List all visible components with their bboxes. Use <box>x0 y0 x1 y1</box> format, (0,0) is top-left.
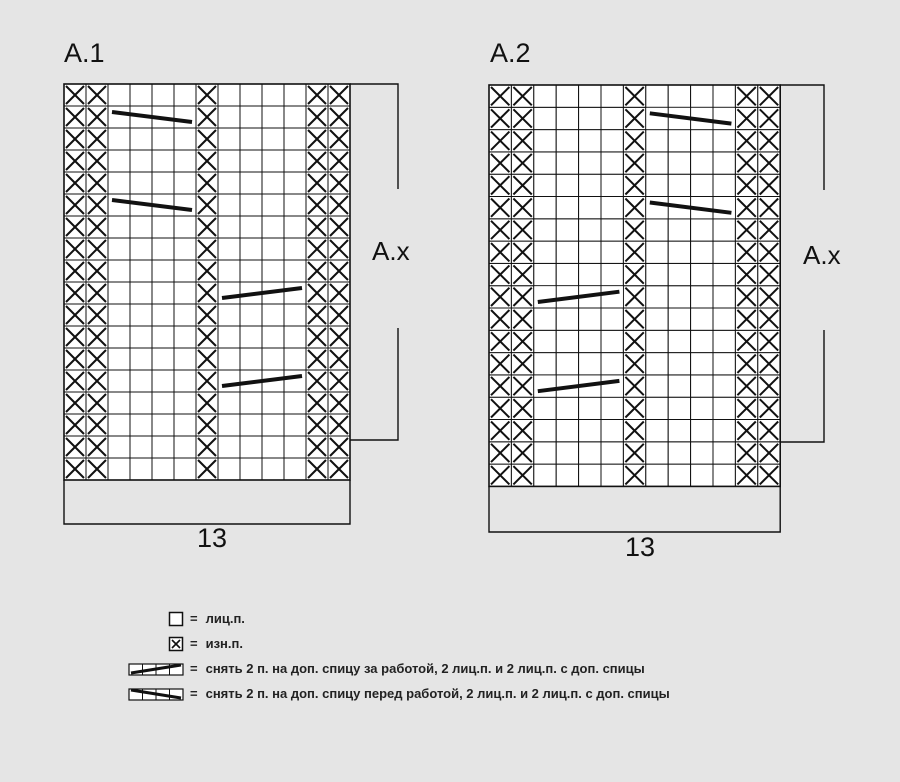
grid-cell <box>668 420 690 442</box>
grid-cell <box>668 219 690 241</box>
grid-cell <box>556 263 578 285</box>
grid-cell <box>108 172 130 194</box>
grid-cell <box>691 330 713 352</box>
grid-cell <box>579 107 601 129</box>
grid-cell <box>579 197 601 219</box>
grid-cell <box>108 238 130 260</box>
grid-cell <box>713 353 735 375</box>
grid-cell <box>646 397 668 419</box>
grid-cell <box>218 392 240 414</box>
grid-cell <box>691 397 713 419</box>
grid-cell <box>130 282 152 304</box>
grid-cell <box>174 392 196 414</box>
grid-cell <box>579 397 601 419</box>
legend-equals: = <box>190 636 198 651</box>
grid-cell <box>240 436 262 458</box>
grid-cell <box>218 172 240 194</box>
grid-cell <box>579 308 601 330</box>
grid-cell <box>284 150 306 172</box>
grid-cell <box>218 326 240 348</box>
grid-cell <box>534 464 556 486</box>
grid-cell <box>218 414 240 436</box>
grid-cell <box>262 348 284 370</box>
grid-cell <box>174 238 196 260</box>
grid-cell <box>240 348 262 370</box>
grid-cell <box>262 458 284 480</box>
grid-cell <box>534 420 556 442</box>
grid-cell <box>601 397 623 419</box>
grid-cell <box>579 152 601 174</box>
grid-cell <box>174 304 196 326</box>
grid-cell <box>174 282 196 304</box>
grid-cell <box>152 436 174 458</box>
grid-cell <box>556 197 578 219</box>
grid-cell <box>601 464 623 486</box>
grid-cell <box>284 106 306 128</box>
grid-cell <box>108 304 130 326</box>
grid-cell <box>601 152 623 174</box>
grid-cell <box>579 130 601 152</box>
grid-cell <box>713 375 735 397</box>
grid-cell <box>218 216 240 238</box>
grid-cell <box>218 458 240 480</box>
grid-cell <box>668 130 690 152</box>
grid-cell <box>601 330 623 352</box>
width-bracket <box>489 486 780 532</box>
grid-cell <box>668 85 690 107</box>
cable-back-icon <box>128 661 184 677</box>
grid-cell <box>601 308 623 330</box>
grid-cell <box>152 304 174 326</box>
grid-cell <box>218 260 240 282</box>
grid-cell <box>108 282 130 304</box>
grid-cell <box>601 442 623 464</box>
grid-cell <box>284 326 306 348</box>
grid-cell <box>601 197 623 219</box>
grid-cell <box>691 375 713 397</box>
grid-cell <box>130 260 152 282</box>
grid-cell <box>218 238 240 260</box>
grid-cell <box>240 326 262 348</box>
grid-cell <box>240 238 262 260</box>
grid-cell <box>262 436 284 458</box>
grid-cell <box>152 370 174 392</box>
grid-cell <box>240 128 262 150</box>
grid-cell <box>601 263 623 285</box>
grid-cell <box>174 458 196 480</box>
grid-cell <box>646 130 668 152</box>
repeat-bracket <box>780 330 824 442</box>
grid-cell <box>240 414 262 436</box>
grid-cell <box>668 330 690 352</box>
knit-square-icon <box>168 611 184 627</box>
grid-cell <box>130 414 152 436</box>
grid-cell <box>108 216 130 238</box>
grid-cell <box>130 458 152 480</box>
grid-cell <box>713 263 735 285</box>
grid-cell <box>108 260 130 282</box>
grid-cell <box>713 85 735 107</box>
grid-cell <box>240 392 262 414</box>
grid-cell <box>534 330 556 352</box>
grid-cell <box>534 263 556 285</box>
grid-cell <box>240 194 262 216</box>
grid-cell <box>556 152 578 174</box>
grid-cell <box>108 128 130 150</box>
grid-cell <box>579 330 601 352</box>
grid-cell <box>240 172 262 194</box>
grid-cell <box>601 420 623 442</box>
grid-cell <box>240 84 262 106</box>
grid-cell <box>579 420 601 442</box>
grid-cell <box>130 128 152 150</box>
grid-cell <box>668 241 690 263</box>
grid-cell <box>691 442 713 464</box>
grid-cell <box>556 353 578 375</box>
grid-cell <box>152 326 174 348</box>
legend-row-knit <box>128 606 670 631</box>
grid-cell <box>174 370 196 392</box>
grid-cell <box>646 464 668 486</box>
grid-cell <box>534 85 556 107</box>
grid-cell <box>534 241 556 263</box>
grid-cell <box>691 353 713 375</box>
grid-cell <box>108 370 130 392</box>
grid-cell <box>556 85 578 107</box>
grid-cell <box>174 128 196 150</box>
grid-cell <box>240 458 262 480</box>
repeat-bracket <box>350 84 398 189</box>
grid-cell <box>284 84 306 106</box>
grid-cell <box>262 84 284 106</box>
grid-cell <box>262 326 284 348</box>
grid-cell <box>534 353 556 375</box>
grid-cell <box>218 348 240 370</box>
grid-cell <box>646 241 668 263</box>
grid-cell <box>713 420 735 442</box>
grid-cell <box>579 464 601 486</box>
grid-cell <box>646 219 668 241</box>
grid-cell <box>556 130 578 152</box>
grid-cell <box>691 152 713 174</box>
grid-cell <box>646 85 668 107</box>
grid-cell <box>601 107 623 129</box>
grid-cell <box>240 260 262 282</box>
grid-cell <box>646 330 668 352</box>
legend-equals: = <box>190 686 198 701</box>
legend-row-purl <box>128 631 670 656</box>
grid-cell <box>130 392 152 414</box>
grid-cell <box>713 152 735 174</box>
grid-cell <box>579 219 601 241</box>
grid-cell <box>579 174 601 196</box>
grid-cell <box>218 436 240 458</box>
grid-cell <box>130 436 152 458</box>
grid-cell <box>579 263 601 285</box>
purl-cross-icon <box>168 636 184 652</box>
grid-cell <box>713 219 735 241</box>
grid-cell <box>556 420 578 442</box>
grid-cell <box>174 84 196 106</box>
chart-a2-width-label: 13 <box>624 532 656 562</box>
grid-cell <box>174 414 196 436</box>
chart-a2-grid <box>489 85 824 532</box>
grid-cell <box>691 219 713 241</box>
grid-cell <box>174 260 196 282</box>
legend-text-cable-back: снять 2 п. на доп. спицу за работой, 2 лиц.п. и 2 лиц.п. с доп. спицы <box>205 661 645 676</box>
grid-cell <box>713 397 735 419</box>
grid-cell <box>556 308 578 330</box>
grid-cell <box>218 106 240 128</box>
grid-cell <box>108 150 130 172</box>
grid-cell <box>601 130 623 152</box>
legend-row-cable-back <box>128 656 670 681</box>
grid-cell <box>174 216 196 238</box>
grid-cell <box>668 308 690 330</box>
grid-cell <box>152 392 174 414</box>
grid-cell <box>218 194 240 216</box>
grid-cell <box>174 436 196 458</box>
legend-text-cable-purl: изн.п. <box>205 636 243 651</box>
grid-cell <box>713 174 735 196</box>
cable-front-icon <box>128 686 184 702</box>
grid-cell <box>108 436 130 458</box>
legend-row-cable-front <box>128 681 670 706</box>
grid-cell <box>579 442 601 464</box>
grid-cell <box>713 286 735 308</box>
grid-cell <box>174 150 196 172</box>
grid-cell <box>262 128 284 150</box>
grid-cell <box>534 107 556 129</box>
grid-cell <box>646 308 668 330</box>
repeat-bracket <box>780 85 824 190</box>
grid-cell <box>601 219 623 241</box>
grid-cell <box>152 216 174 238</box>
grid-cell <box>601 241 623 263</box>
grid-cell <box>108 414 130 436</box>
legend-text-cable-front: снять 2 п. на доп. спицу перед работой, 2 лиц.п. и 2 лиц.п. с доп. спицы <box>205 686 670 701</box>
grid-cell <box>152 150 174 172</box>
grid-cell <box>108 326 130 348</box>
grid-cell <box>240 216 262 238</box>
grid-cell <box>284 392 306 414</box>
grid-cell <box>646 263 668 285</box>
grid-cell <box>556 330 578 352</box>
grid-cell <box>691 174 713 196</box>
grid-cell <box>284 128 306 150</box>
grid-cell <box>152 458 174 480</box>
repeat-bracket <box>350 328 398 440</box>
grid-cell <box>646 353 668 375</box>
legend-text-knit: лиц.п. <box>205 611 245 626</box>
width-bracket <box>64 480 350 524</box>
grid-cell <box>174 348 196 370</box>
grid-cell <box>130 84 152 106</box>
grid-cell <box>534 308 556 330</box>
grid-cell <box>534 130 556 152</box>
grid-cell <box>262 150 284 172</box>
grid-cell <box>534 219 556 241</box>
grid-cell <box>646 152 668 174</box>
grid-cell <box>130 150 152 172</box>
grid-cell <box>646 442 668 464</box>
grid-cell <box>691 464 713 486</box>
grid-cell <box>152 282 174 304</box>
chart-a1-grid <box>64 84 398 524</box>
grid-cell <box>668 286 690 308</box>
legend <box>128 606 670 706</box>
grid-cell <box>691 130 713 152</box>
grid-cell <box>152 348 174 370</box>
grid-cell <box>556 174 578 196</box>
grid-cell <box>534 174 556 196</box>
grid-cell <box>284 304 306 326</box>
grid-cell <box>262 194 284 216</box>
grid-cell <box>240 106 262 128</box>
grid-cell <box>130 216 152 238</box>
grid-cell <box>152 260 174 282</box>
grid-cell <box>284 172 306 194</box>
grid-cell <box>646 420 668 442</box>
grid-cell <box>534 152 556 174</box>
grid-cell <box>284 458 306 480</box>
grid-cell <box>601 353 623 375</box>
grid-cell <box>556 241 578 263</box>
chart-a1-title: A.1 <box>64 38 105 68</box>
chart-a1-repeat-label: A.x <box>372 236 410 266</box>
grid-cell <box>130 370 152 392</box>
grid-cell <box>130 304 152 326</box>
grid-cell <box>152 128 174 150</box>
grid-cell <box>130 326 152 348</box>
grid-cell <box>713 330 735 352</box>
grid-cell <box>556 107 578 129</box>
grid-cell <box>556 397 578 419</box>
grid-cell <box>668 442 690 464</box>
grid-cell <box>152 238 174 260</box>
grid-cell <box>579 241 601 263</box>
grid-cell <box>713 130 735 152</box>
grid-cell <box>262 216 284 238</box>
grid-cell <box>284 216 306 238</box>
grid-cell <box>218 150 240 172</box>
grid-cell <box>691 420 713 442</box>
grid-cell <box>668 263 690 285</box>
grid-cell <box>668 174 690 196</box>
chart-a2-repeat-label: A.x <box>803 240 841 270</box>
grid-cell <box>646 286 668 308</box>
grid-cell <box>668 464 690 486</box>
grid-cell <box>262 392 284 414</box>
grid-cell <box>108 84 130 106</box>
grid-cell <box>668 152 690 174</box>
grid-cell <box>262 238 284 260</box>
grid-cell <box>152 172 174 194</box>
grid-cell <box>130 348 152 370</box>
grid-cell <box>262 172 284 194</box>
grid-cell <box>534 197 556 219</box>
grid-cell <box>691 308 713 330</box>
grid-cell <box>284 436 306 458</box>
grid-cell <box>284 238 306 260</box>
grid-cell <box>713 464 735 486</box>
grid-cell <box>284 260 306 282</box>
grid-cell <box>713 308 735 330</box>
grid-cell <box>691 286 713 308</box>
grid-cell <box>108 348 130 370</box>
grid-cell <box>262 304 284 326</box>
grid-cell <box>152 84 174 106</box>
grid-cell <box>262 106 284 128</box>
grid-cell <box>668 375 690 397</box>
grid-cell <box>556 464 578 486</box>
grid-cell <box>130 238 152 260</box>
grid-cell <box>691 241 713 263</box>
grid-cell <box>240 304 262 326</box>
grid-cell <box>108 392 130 414</box>
chart-a1-width-label: 13 <box>196 523 228 553</box>
grid-cell <box>284 194 306 216</box>
grid-cell <box>556 442 578 464</box>
grid-cell <box>284 348 306 370</box>
grid-cell <box>579 85 601 107</box>
grid-cell <box>284 414 306 436</box>
grid-cell <box>218 304 240 326</box>
grid-cell <box>174 326 196 348</box>
grid-cell <box>174 172 196 194</box>
grid-cell <box>534 442 556 464</box>
grid-cell <box>646 375 668 397</box>
grid-cell <box>262 260 284 282</box>
grid-cell <box>668 397 690 419</box>
grid-cell <box>713 241 735 263</box>
grid-cell <box>556 219 578 241</box>
grid-cell <box>152 414 174 436</box>
grid-cell <box>713 442 735 464</box>
grid-cell <box>108 458 130 480</box>
grid-cell <box>691 263 713 285</box>
grid-cell <box>579 353 601 375</box>
legend-equals: = <box>190 661 198 676</box>
grid-cell <box>601 85 623 107</box>
grid-cell <box>218 84 240 106</box>
grid-cell <box>691 85 713 107</box>
grid-cell <box>534 397 556 419</box>
grid-cell <box>240 150 262 172</box>
legend-equals: = <box>190 611 198 626</box>
grid-cell <box>218 128 240 150</box>
grid-cell <box>130 172 152 194</box>
grid-cell <box>262 414 284 436</box>
chart-a2-title: A.2 <box>490 38 531 68</box>
grid-cell <box>601 174 623 196</box>
grid-cell <box>646 174 668 196</box>
grid-cell <box>668 353 690 375</box>
